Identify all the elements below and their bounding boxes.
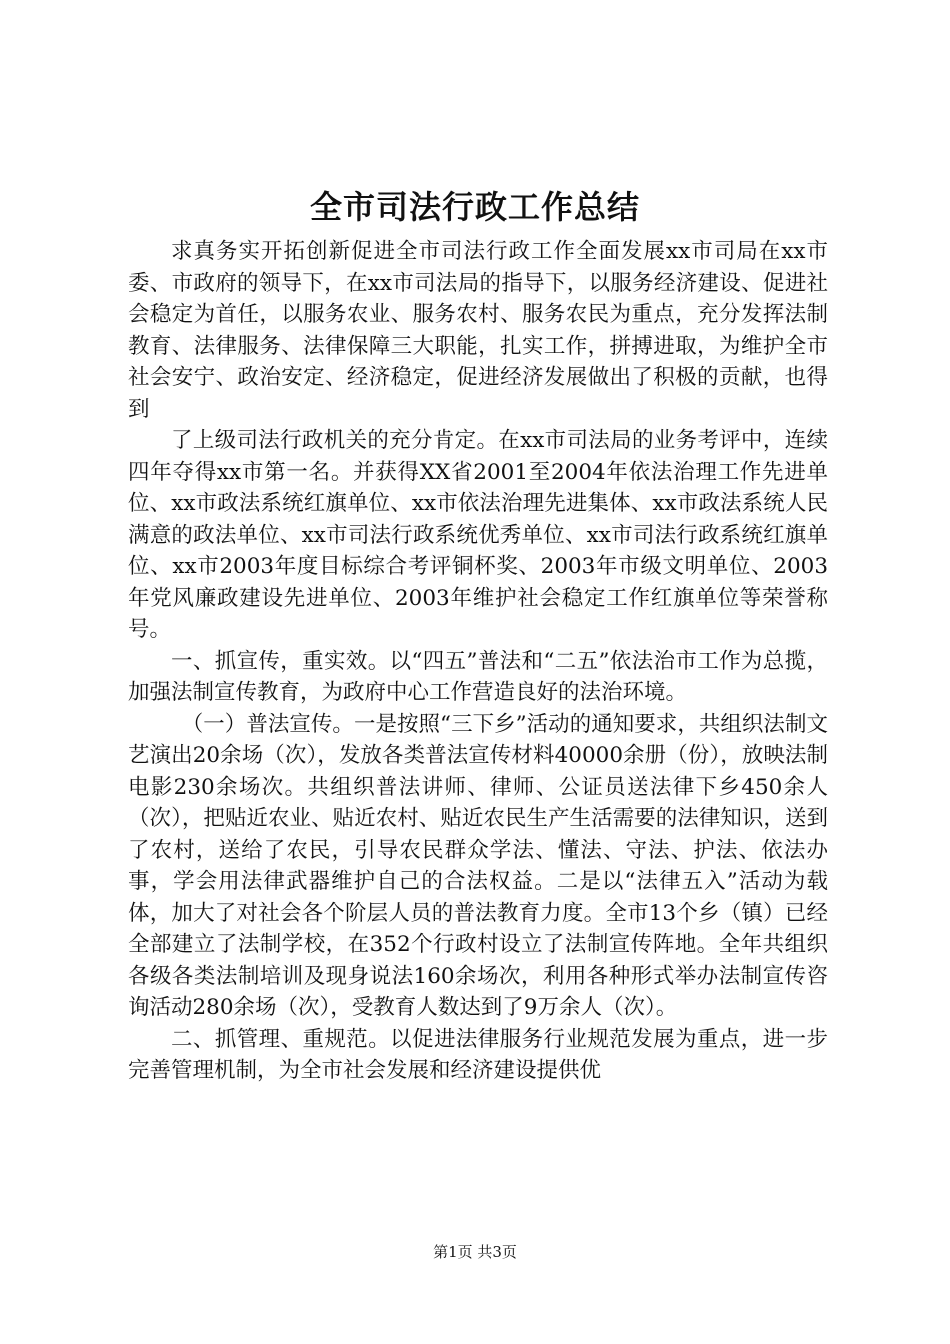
paragraph-section-two: 二、抓管理、重规范。以促进法律服务行业规范发展为重点，进一步完善管理机制，为全市社会发展和经济建设提供优 — [128, 1026, 828, 1083]
paragraph-intro: 求真务实开拓创新促进全市司法行政工作全面发展xx市司局在xx市委、市政府的领导下，在xx市司法局的指导下，以服务经济建设、促进社会稳定为首任，以服务农业、服务农村、服务农民为重点，充分发挥法制教育、法律服务、法律保障三大职能，扎实工作，拼搏进取，为维护全市社会安宁、政治安定、经济稳定，促进经济发展做出了积极的贡献，也得到 — [128, 239, 828, 422]
paragraph-honors: 了上级司法行政机关的充分肯定。在xx市司法局的业务考评中，连续四年夺得xx市第一名。并获得XX省2001至2004年依法治理工作先进单位、xx市政法系统红旗单位、xx市依法治理先进集体、xx市政法系统人民满意的政法单位、xx市司法行政系统优秀单位、xx市司法行政系统红旗单位、xx市2003年度目标综合考评铜杯奖、2003年市级文明单位、2003年党风廉政建设先进单位、2003年维护社会稳定工作红旗单位等荣誉称号。 — [128, 428, 828, 642]
paragraph-legal-publicity: （一）普法宣传。一是按照“三下乡”活动的通知要求，共组织法制文艺演出20余场（次），发放各类普法宣传材料40000余册（份），放映法制电影230余场次。共组织普法讲师、律师、公证员送法律下乡450余人（次），把贴近农业、贴近农村、贴近农民生产生活需要的法律知识，送到了农村，送给了农民，引导农民群众学法、懂法、守法、护法、依法办事，学会用法律武器维护自己的合法权益。二是以“法律五入”活动为载体，加大了对社会各个阶层人员的普法教育力度。全市13个乡（镇）已经全部建立了法制学校，在352个行政村设立了法制宣传阵地。全年共组织各级各类法制培训及现身说法160余场次，利用各种形式举办法制宣传咨询活动280余场（次），受教育人数达到了9万余人（次）。 — [128, 711, 828, 1020]
paragraph-section-one: 一、抓宣传，重实效。以“四五”普法和“二五”依法治市工作为总揽，加强法制宣传教育，为政府中心工作营造良好的法治环境。 — [128, 648, 828, 705]
document-title: 全市司法行政工作总结 — [309, 188, 640, 226]
page-number-footer: 第1页 共3页 — [433, 1243, 517, 1261]
document-body — [128, 236, 828, 1087]
